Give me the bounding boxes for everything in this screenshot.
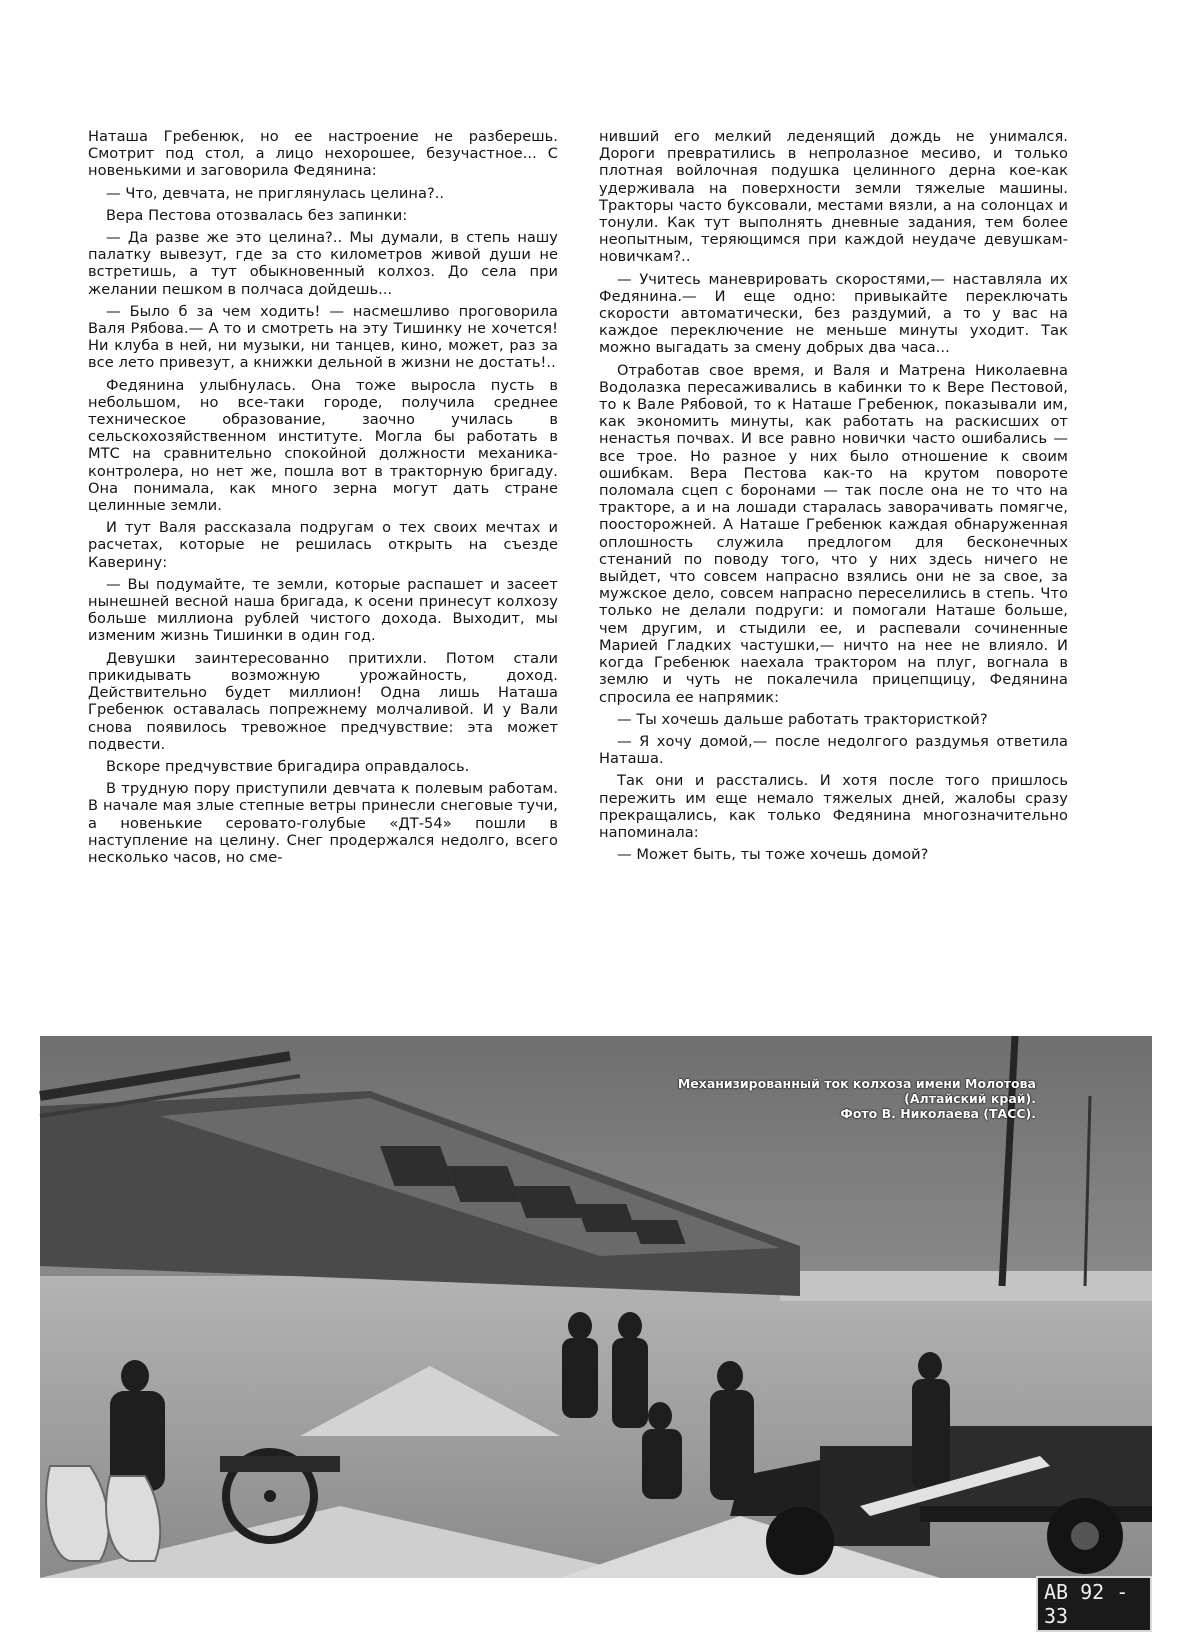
- paragraph: Наташа Гребенюк, но ее настроение не разберешь. Смотрит под стол, а лицо нехорошее, безучастное... С новенькими и заговорила Федянина:: [88, 128, 558, 180]
- paragraph: — Я хочу домой,— после недолгого раздумья ответила Наташа.: [599, 732, 1068, 768]
- paragraph: Федянина улыбнулась. Она тоже выросла пусть в небольшом, но все-таки городе, получила среднее техническое образование, заочно училась в сельскохозяйственном институте. Могла бы работать в МТС на сравнительно спокойной должности механика-контролера, но нет же, пошла вот в тракторную бригаду. Она понимала, как много зерна могут дать стране целинные земли.: [88, 376, 558, 515]
- photo-caption: [616, 1076, 1036, 1121]
- article-column-left: [88, 128, 558, 871]
- paragraph: Вера Пестова отозвалась без запинки:: [106, 206, 408, 224]
- paragraph: — Может быть, ты тоже хочешь домой?: [617, 846, 929, 864]
- truck-plate: [1036, 1576, 1152, 1632]
- caption-line: Механизированный ток колхоза имени Молотова: [677, 1076, 1036, 1091]
- paragraph: И тут Валя рассказала подругам о тех своих мечтах и расчетах, которые не решилась открыть на съезде Каверину:: [88, 519, 558, 571]
- paragraph: Так они и расстались. И хотя после того пришлось пережить им еще немало тяжелых дней, жалобы сразу прекращались, как только Федянина многозначительно напоминала:: [599, 772, 1068, 841]
- paragraph: В трудную пору приступили девчата к полевым работам. В начале мая злые степные ветры принесли снеговые тучи, а новенькие серовато-голубые «ДТ-54» пошли в наступление на целину. Снег продержался недолго, всего несколько часов, но сме-: [88, 780, 558, 866]
- caption-credit: Фото В. Николаева (ТАСС).: [840, 1106, 1036, 1121]
- caption-line: (Алтайский край).: [904, 1091, 1036, 1106]
- paragraph: — Вы подумайте, те земли, которые распашет и засеет нынешней весной наша бригада, к осени принесут колхозу больше миллиона рублей чистого дохода. Выходит, мы изменим жизнь Тишинки в один год.: [88, 575, 558, 645]
- paragraph: — Что, девчата, не приглянулась целина?..: [106, 184, 445, 202]
- article-column-right: [599, 128, 1068, 868]
- paragraph: нивший его мелкий леденящий дождь не унимался. Дороги превратились в непролазное месиво, и только плотная войлочная подушка целинного дерна кое-как удерживала на поверхности земли тяжелые машины. Тракторы часто буксовали, местами вязли, а на солонцах и тонули. Как тут выполнять дневные задания, тем более неопытным, теряющимся при каждой неудаче девушкам-новичкам?..: [599, 128, 1068, 266]
- paragraph: Вскоре предчувствие бригадира оправдалось.: [106, 757, 470, 775]
- paragraph: — Учитесь маневрировать скоростями,— наставляла их Федянина.— И еще одно: привыкайте переключать скорости автоматически, без раздумий, а то у вас на каждое переключение не меньше минуты уходит. Так можно выгадать за смену добрых два часа...: [599, 270, 1068, 357]
- truck-plate-text: АВ 92 - 33: [1036, 1576, 1152, 1632]
- paragraph: Девушки заинтересованно притихли. Потом стали прикидывать возможную урожайность, доход. Действительно будет миллион! Одна лишь Наташа Гребенюк оставалась попрежнему молчаливой. И у Вали снова появилось тревожное предчувствие: эта может подвести.: [88, 649, 558, 753]
- paragraph: — Было б за чем ходить! — насмешливо проговорила Валя Рябова.— А то и смотреть на эту Тишинку не хочется! Ни клуба в ней, ни музыки, ни танцев, кино, может, раз за все лето привезут, а книжки дельной в жизни не достать!..: [88, 302, 558, 372]
- paragraph: Отработав свое время, и Валя и Матрена Николаевна Водолазка пересаживались в кабинки то к Вере Пестовой, то к Вале Рябовой, то к Наташе Гребенюк, показывали им, как экономить минуты, как работать на раскисших от ненастья почвах. И все равно новички часто ошибались — все трое. Но разное у них было отношение к своим ошибкам. Вера Пестова как-то на крутом повороте поломала сцеп с боронами — так после она не то что на тракторе, а и на лошади старалась заворачивать помягче, поосторожней. А Наташе Гребенюк каждая обнаруженная оплошность служила предлогом для бесконечных стенаний по поводу того, что у них здесь ничего не выйдет, что совсем напрасно взялись они не за свое, за мужское дело, совсем напрасно переселились в степь. Что только не делали подруги: и помогали Наташе больше, чем другим, и стыдили ее, и распевали сочиненные Марией Гладких частушки,— ничто на нее не влияло. И когда Гребенюк наехала трактором на плуг, вогнала в землю и чуть не покалечила прицепщицу, Федянина спросила ее напрямик:: [599, 361, 1068, 706]
- paragraph: — Ты хочешь дальше работать трактористкой?: [617, 710, 988, 728]
- grain-yard-photo: [40, 1036, 1152, 1628]
- paragraph: — Да разве же это целина?.. Мы думали, в степь нашу палатку вывезут, где за сто километров живой души не встретишь, а тут обыкновенный колхоз. До села при желании пешком в полчаса дойдешь...: [88, 229, 558, 298]
